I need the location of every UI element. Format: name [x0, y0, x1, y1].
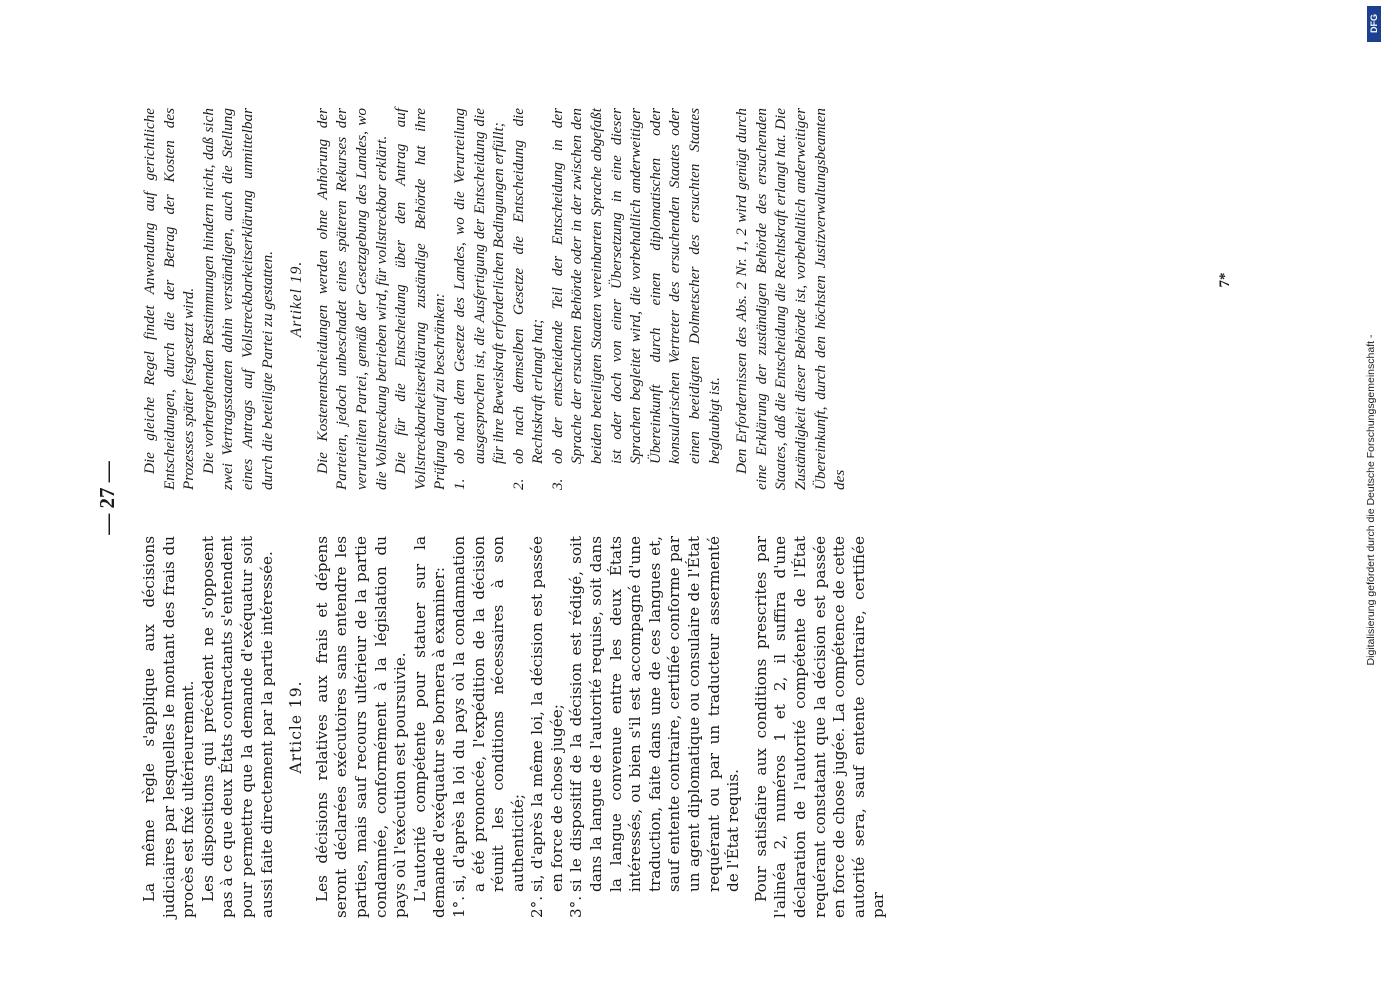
article-heading: Article 19. — [287, 680, 306, 774]
paragraph: L'autorité compétente pour statuer sur la demande d'exéquatur se bornera à examiner: — [410, 536, 449, 918]
item-number: 3°. — [567, 895, 586, 918]
condition-list — [450, 536, 744, 918]
paragraph: Die Kostenentscheidungen werden ohne Anhörung der Parteien, jedoch unbeschadet eines späteren Rekurses der verurteilten Partei, gemäß der Gesetzgebung des Landes, wo die Vollstreckung betrieben wird, für vollstreckbar erklärt. — [313, 108, 390, 490]
list-item — [509, 108, 548, 490]
list-item — [528, 536, 567, 918]
dfg-logo: DFG — [1367, 6, 1381, 42]
item-number: 2°. — [528, 895, 547, 918]
paragraph: Die gleiche Regel findet Anwendung auf gerichtliche Entscheidungen, durch die der Betrag der Kosten des Prozesses später festgesetzt wird. — [141, 108, 198, 490]
article-heading: Artikel 19. — [288, 260, 306, 338]
running-head: — 27 — — [95, 461, 119, 535]
item-text: si, d'après la même loi, la décision est passée en force de chose jugée; — [528, 536, 566, 892]
paragraph: Die für die Entscheidung über den Antrag auf Vollstreckbarkeitserklärung zuständige Behörde hat ihre Prüfung darauf zu beschränken: — [392, 108, 449, 490]
item-text: ob nach demselben Gesetze die Entscheidung die Rechtskraft erlangt hat; — [509, 108, 547, 464]
item-number: 2. — [509, 478, 527, 490]
item-number: 1. — [450, 478, 468, 490]
paragraph: Les décisions relatives aux frais et dépens seront déclarées exécutoires sans entendre les parties, mais sauf recours ultérieur de la partie condamnée, conformément à la législation du pays où l'exécution est poursuivie. — [312, 536, 410, 918]
french-column — [140, 536, 889, 918]
condition-list — [450, 108, 724, 490]
paragraph: Die vorhergehenden Bestimmungen hindern nicht, daß sich zwei Vertragsstaaten dahin verständigen, auch die Stellung eines Antrags auf Vollstreckbarkeitserklärung unmittelbar durch die beteiligte Partei zu gestatten. — [199, 108, 276, 490]
item-text: ob der entscheidende Teil der Entscheidung in der Sprache der ersuchten Behörde oder in der zwischen den beiden beteiligten Staaten vereinbarten Sprache abgefaßt ist oder doch von einer Übersetzung in eine dieser Sprachen begleitet wird, die vorbehaltlich anderweitiger Übereinkunft durch einen diplomatischen oder konsularischen Vertreter des ersuchenden Staates oder einen beeidigten Dolmetscher des ersuchten Staates beglaubigt ist. — [548, 108, 723, 464]
paragraph: La même règle s'applique aux décisions judiciaires par lesquelles le montant des frais du procès est fixé ultérieurement. — [140, 536, 198, 918]
item-text: si le dispositif de la décision est rédigé, soit dans la langue de l'autorité requise, soit dans la langue convenue entre les deux États intéressés, ou bien s'il est accompagné d'une traduction, faite dans une de ces langues et, sauf entente contraire, certifiée conforme par un agent diplomatique ou consulaire de l'État requérant ou par un traducteur assermenté de l'État requis. — [567, 536, 743, 892]
item-text: ob nach dem Gesetze des Landes, wo die Verurteilung ausgesprochen ist, die Ausfertigung der Entscheidung die für ihre Beweiskraft erforderlichen Bedingungen erfüllt; — [450, 108, 508, 464]
signature-mark-wrap — [1214, 268, 1238, 292]
paragraph: Den Erfordernissen des Abs. 2 Nr. 1, 2 wird genügt durch eine Erklärung der zuständigen Behörde des ersuchenden Staates, daß die Entscheidung die Rechtskraft erlangt hat. Die Zuständigkeit dieser Behörde ist, vorbehaltlich anderweitiger Übereinkunft, durch den höchsten Justizverwaltungsbeamten des — [733, 108, 849, 490]
item-text: si, d'après la loi du pays où la condamnation a été prononcée, l'expédition de la décision réunit les conditions nécessaires à son authenticité; — [449, 536, 527, 892]
paragraph: Pour satisfaire aux conditions prescrites par l'alinéa 2, numéros 1 et 2, il suffira d'une déclaration de l'autorité compétente de l'État requérant constatant que la décision est passée en force de chose jugée. La compétence de cette autorité sera, sauf entente contraire, certifiée par — [751, 536, 888, 918]
list-item — [450, 536, 528, 918]
german-column — [140, 108, 850, 490]
item-number: 3. — [548, 478, 566, 490]
list-item — [548, 108, 724, 490]
paragraph: Les dispositions qui précèdent ne s'opposent pas à ce que deux États contractants s'entendent pour permettre que la demande d'exéquatur soit aussi faite directement par la partie intéressée. — [198, 536, 276, 918]
list-item — [567, 536, 743, 918]
digitization-credit — [1364, 120, 1378, 880]
item-number: 1°. — [449, 895, 468, 918]
signature-mark: 7* — [1217, 272, 1233, 288]
credit-text: Digitalisierung gefördert durch die Deutsche Forschungsgemeinschaft - — [1365, 334, 1377, 666]
list-item — [450, 108, 509, 490]
scanned-page — [92, 78, 1252, 918]
